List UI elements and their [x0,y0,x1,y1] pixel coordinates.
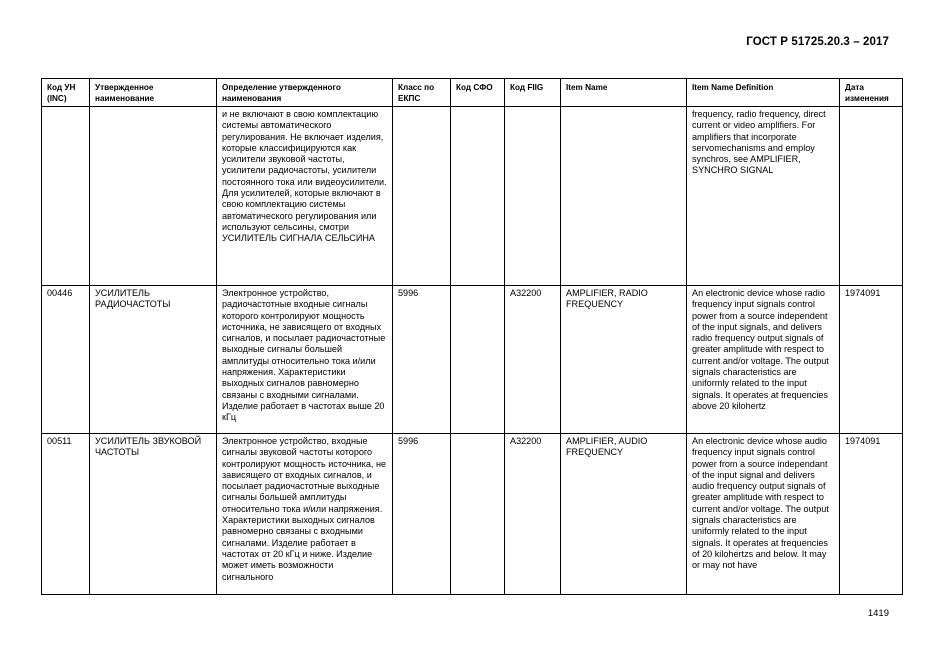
column-header-definition-ru: Определение утвержденного наименования [217,79,393,107]
nomenclature-table [41,78,903,595]
cell-inc [42,107,90,286]
cell-date: 1974091 [840,286,903,434]
cell-item-name [561,107,687,286]
cell-item-definition: An electronic device whose audio frequency input signals control power from a source independant of the input signal and delivers audio frequency output signals of greater amplitude with respect to current and/or voltage. The output signals characteristics are uniformly related to the input signals. It operates at frequencies of 20 kilohertzs and below. It may or may not have [687,434,840,595]
table-row [42,434,903,595]
column-header-date: Дата изменения [840,79,903,107]
table-row [42,107,903,286]
table-row [42,286,903,434]
cell-code-sfo [451,107,505,286]
column-header-class-ekps: Класс по ЕКПС [393,79,451,107]
cell-approved-name [90,107,217,286]
column-header-item-name: Item Name [561,79,687,107]
column-header-item-definition: Item Name Definition [687,79,840,107]
cell-inc: 00446 [42,286,90,434]
cell-class-ekps [393,107,451,286]
column-header-approved-name: Утвержденное наименование [90,79,217,107]
header-row [42,79,903,107]
cell-code-sfo [451,286,505,434]
page-number: 1419 [867,608,889,619]
cell-date [840,107,903,286]
table-header [42,79,903,107]
cell-inc: 00511 [42,434,90,595]
cell-item-name: AMPLIFIER, AUDIO FREQUENCY [561,434,687,595]
cell-item-name: AMPLIFIER, RADIO FREQUENCY [561,286,687,434]
cell-definition-ru: Электронное устройство, радиочастотные входные сигналы которого контролируют мощность источника, не зависящего от входных сигналов, и посылает радиочастотные выходные сигналы большей амплитуды относительно тока и/или напряжения. Характеристики выходных сигналов равномерно связаны с входными сигналами. Изделие работает в частотах выше 20 кГц [217,286,393,434]
cell-item-definition: frequency, radio frequency, direct current or video amplifiers. For amplifiers that incorporate servomechanisms and employ synchros, see AMPLIFIER, SYNCHRO SIGNAL [687,107,840,286]
column-header-code-fiig: Код FIIG [505,79,561,107]
cell-approved-name: УСИЛИТЕЛЬ РАДИОЧАСТОТЫ [90,286,217,434]
cell-code-fiig [505,107,561,286]
cell-definition-ru: и не включают в свою комплектацию системы автоматического регулирования. Не включает изделия, которые классифицируются как усилители звуковой частоты, усилители радиочастоты, усилители постоянного тока или видеоусилители. Для усилителей, которые включают в свою комплектацию системы автоматического регулирования или используют сельсины, смотри УСИЛИТЕЛЬ СИГНАЛА СЕЛЬСИНА [217,107,393,286]
document-standard-header: ГОСТ Р 51725.20.3 – 2017 [746,36,889,48]
cell-definition-ru: Электронное устройство, входные сигналы звуковой частоты которого контролируют мощность источника, не зависящего от входных сигналов, и посылает радиочастотные выходные сигналы большей амплитуды относительно тока и/или напряжения. Характеристики выходных сигналов равномерно связаны с входными сигналами. Изделие работает в частотах от 20 кГц и ниже. Изделие может иметь возможности сигнального [217,434,393,595]
cell-class-ekps: 5996 [393,286,451,434]
cell-code-fiig: A32200 [505,434,561,595]
cell-class-ekps: 5996 [393,434,451,595]
cell-code-fiig: A32200 [505,286,561,434]
table-body [42,107,903,595]
column-header-inc: Код УН (INC) [42,79,90,107]
cell-approved-name: УСИЛИТЕЛЬ ЗВУКОВОЙ ЧАСТОТЫ [90,434,217,595]
cell-item-definition: An electronic device whose radio frequency input signals control power from a source independent of the input signals, and delivers radio frequency output signals of greater amplitude with respect to current and/or voltage. The output signals characteristics are uniformly related to the input signals. It operates at frequencies above 20 kilohertz [687,286,840,434]
column-header-code-sfo: Код СФО [451,79,505,107]
cell-date: 1974091 [840,434,903,595]
cell-code-sfo [451,434,505,595]
